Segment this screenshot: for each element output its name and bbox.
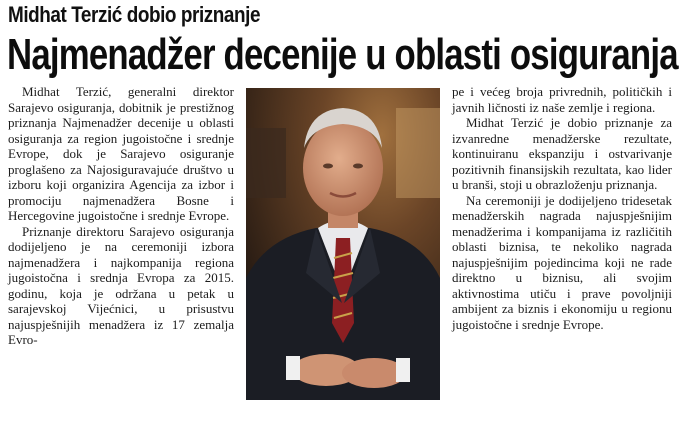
paragraph-continued: pe i većeg broja privrednih, političkih i javnih ličnosti iz naše zemlje i regiona. (452, 84, 672, 115)
paragraph-2: Priznanje direktoru Sarajevo osiguranja dodijeljeno je na ceremoniji izbora najmenadžera i najkompanija regiona jugoistočna i srednja Evropa za 2015. godinu, koja je održana u petak u sarajevskoj Vijećnici, u prisustvu najuspješnijih menadžera iz 17 zemalja Evro- (8, 223, 234, 347)
article-column-right (452, 84, 672, 332)
paragraph-1: Midhat Terzić, generalni direktor Sarajevo osiguranja, dobitnik je prestižnog priznanja Najmenadžer decenije u oblasti osiguranja za region jugoistočne i srednje Evrope, dok je Sarajevo osiguranje proglašeno za Najosiguravajuće društvo u izboru koji organizira Agencija za izbor i promociju najmenadžera Bosne i Hercegovine jugoistočne i srednje Evrope. (8, 84, 234, 223)
article-headline: Najmenadžer decenije u oblasti osiguranja (7, 30, 678, 79)
portrait-illustration (246, 88, 440, 400)
paragraph-3: Midhat Terzić je dobio priznanje za izvanredne menadžerske rezultate, kontinuiranu ekspanziju i ostvarivanje pozitivnih finansijskih rezultata, kao lider u branši, stoji u obrazloženju priznanja. (452, 115, 672, 192)
paragraph-4: Na ceremoniji je dodijeljeno tridesetak menadžerskih nagrada najuspješnijim menadžerima i kompanijama iz različitih oblasti biznisa, te nekoliko nagrada najuspješnijim pojedincima koji ne rade direktno u biznisu, ali svojim aktivnostima utiču i prave povoljniji ambijent za biznis i ekonomiju u regionu jugoistočne i srednje Evrope. (452, 192, 672, 332)
portrait-photo (246, 88, 440, 400)
article-kicker: Midhat Terzić dobio priznanje (8, 2, 261, 27)
article-column-left (8, 84, 234, 348)
